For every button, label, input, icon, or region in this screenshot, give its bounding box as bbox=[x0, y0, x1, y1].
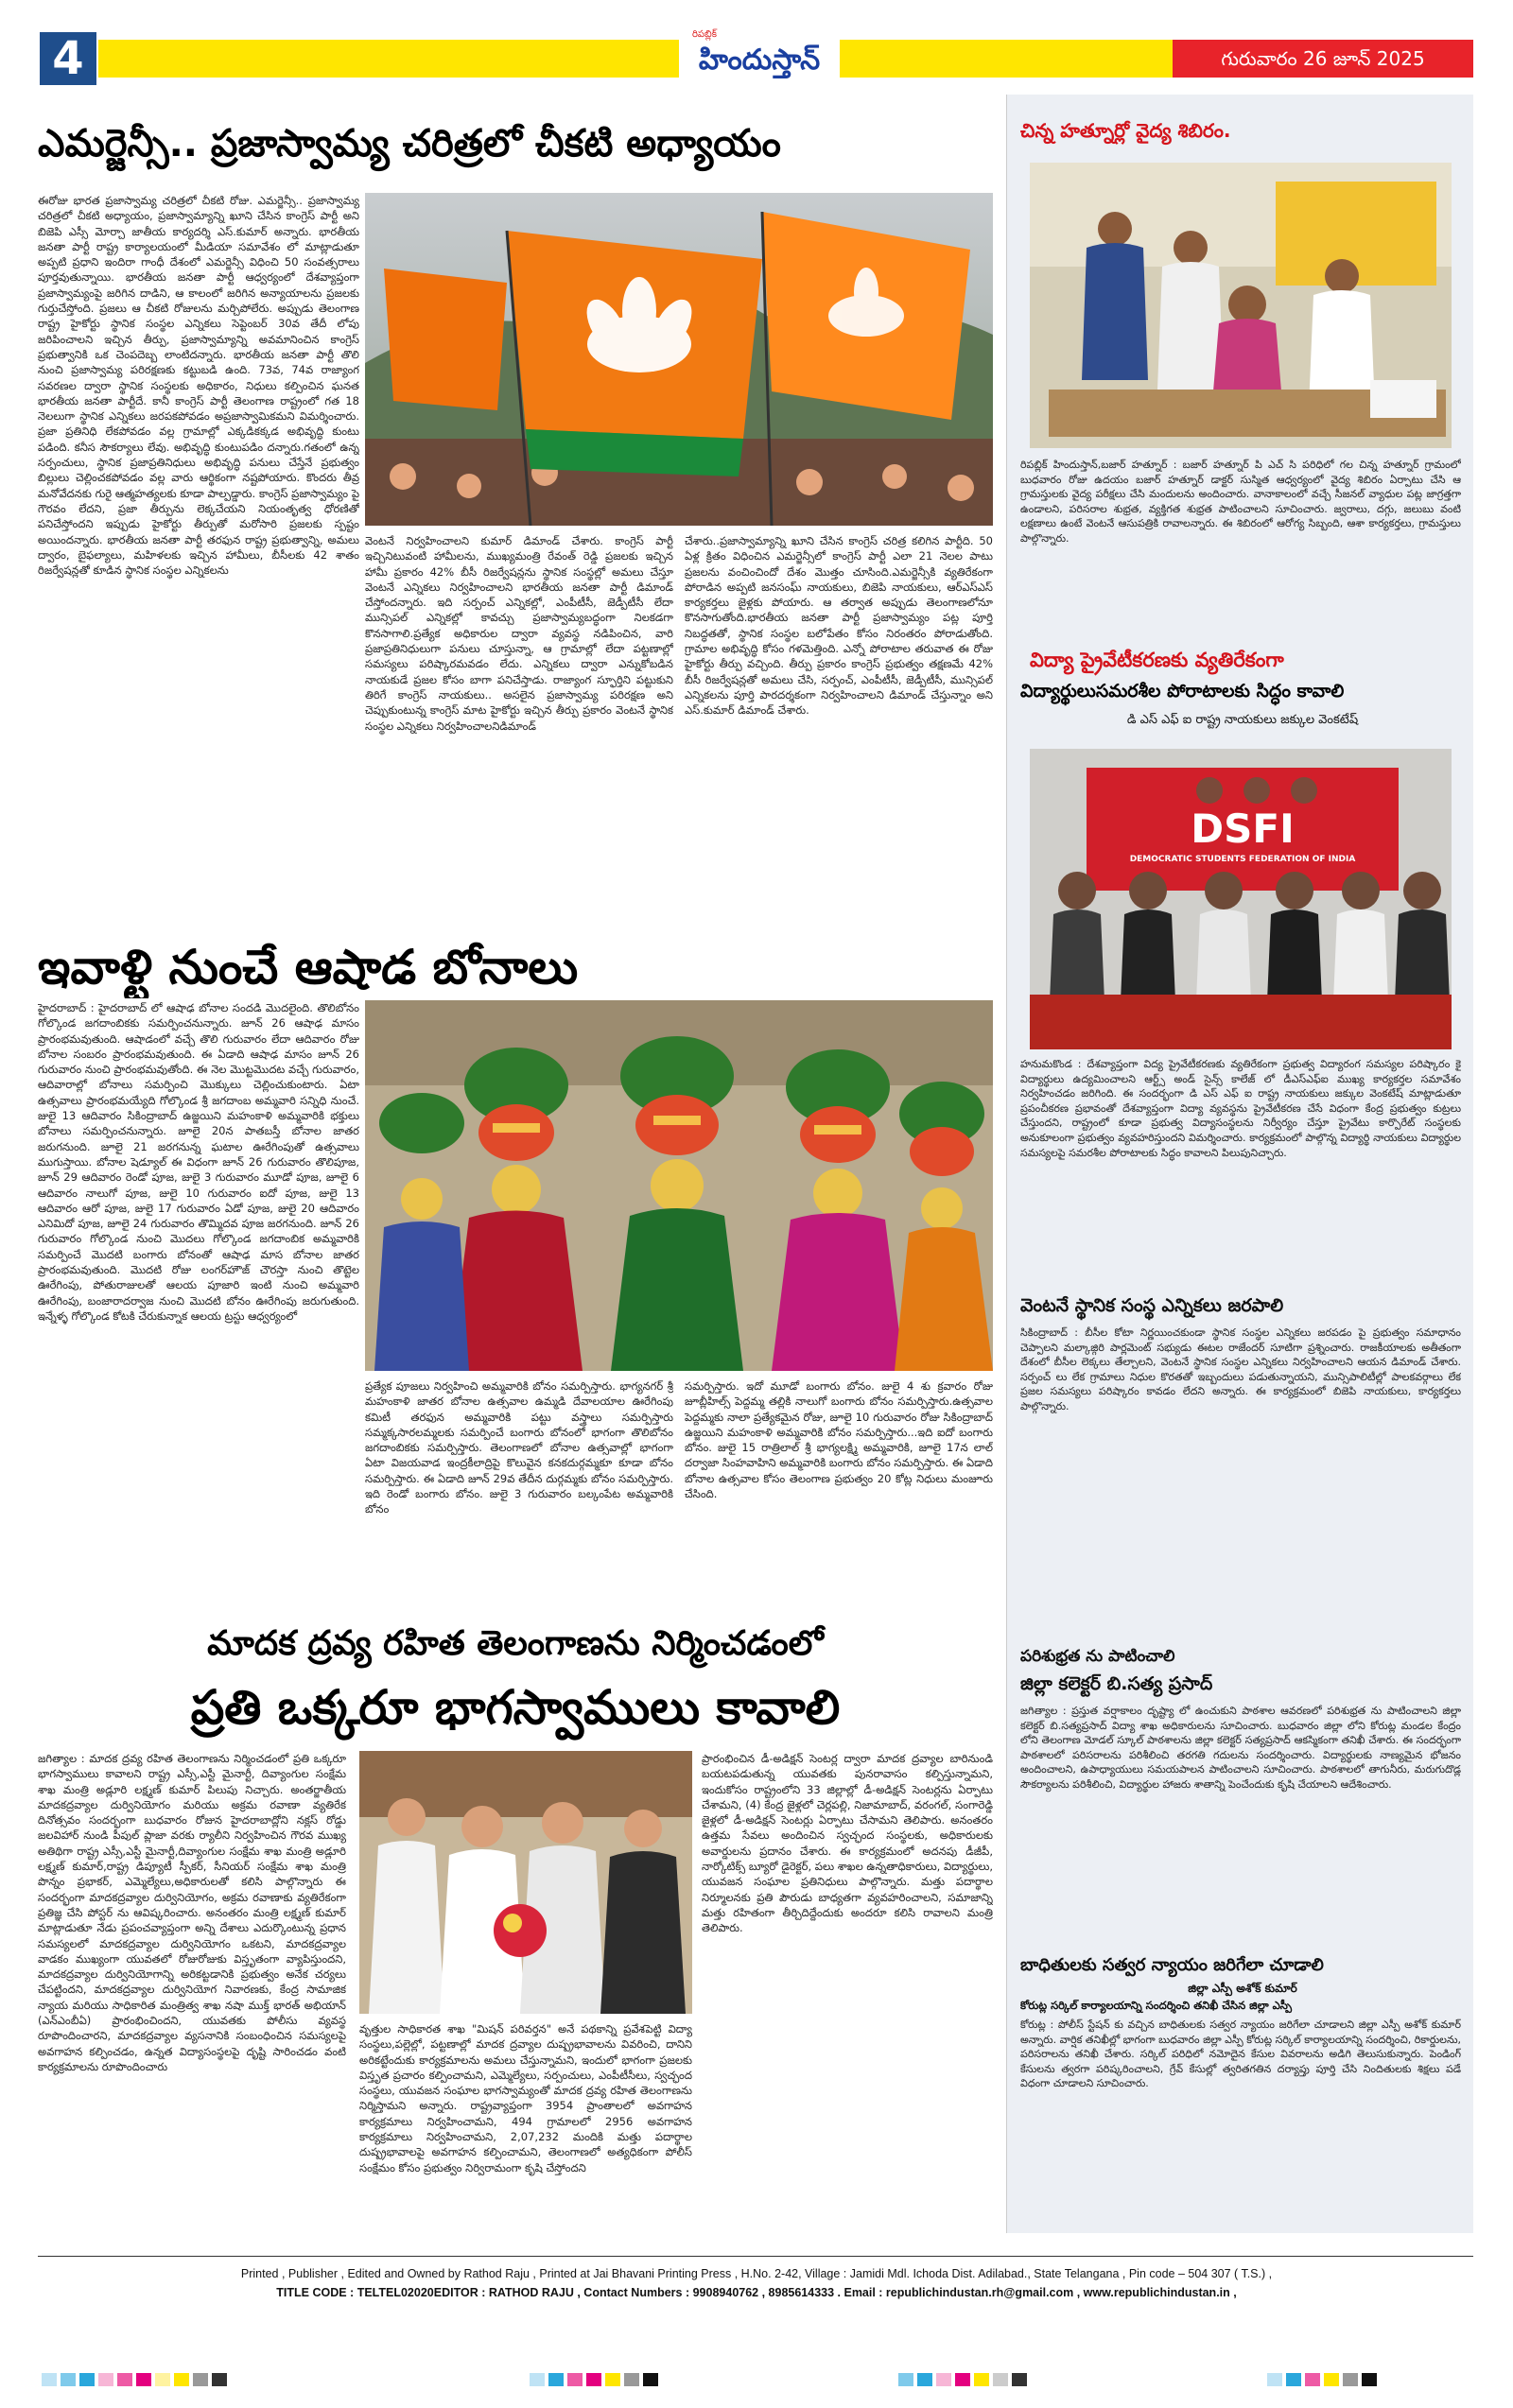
sidebar-article5-subhead: జిల్లా ఎస్పీ అశోక్ కుమార్ bbox=[1188, 1982, 1297, 1995]
sidebar-article2-headline-line2: విద్యార్థులుసమరశీల పోరాటాలకు సిద్ధం కావాలి bbox=[1020, 681, 1345, 702]
imprint-line-1: Printed , Publisher , Edited and Owned by Rathod Raju , Printed at Jai Bhavani Printing Press , H.No. 2-42, Village : Jamidi Mdl. Ichoda Dist. Adilabad., State Telangana , Pin code – 504 307 ( T.S.) , bbox=[240, 2267, 1273, 2280]
dsfi-meeting-illustration bbox=[1030, 749, 1452, 1049]
sidebar-article4-headline: పరిశుభ్రత ను పాటించాలి bbox=[1020, 1647, 1175, 1666]
story1-headline: ఎమర్జెన్సీ.. ప్రజాస్వామ్య చరిత్రలో చీకటి అధ్యాయం bbox=[38, 122, 781, 165]
dsfi-meeting-photo bbox=[1030, 749, 1452, 1049]
sidebar-article1-headline: చిన్న హత్నూర్లో వైద్య శిబిరం. bbox=[1020, 119, 1231, 142]
sidebar-article2-subhead: డి ఎస్ ఎఫ్ ఐ రాష్ట్ర నాయకులు జక్కుల వెంకటేష్ bbox=[1126, 713, 1359, 727]
dsfi-banner-subtext: DEMOCRATIC STUDENTS FEDERATION OF INDIA bbox=[1129, 855, 1356, 864]
masthead bbox=[0, 0, 1513, 90]
sidebar-article4-text: జగిత్యాల : ప్రస్తుత వర్షాకాలం దృష్ట్యా లో ఉంచుకుని పాఠశాల ఆవరణలో పరిశుభ్రత ను పాటించాలని జిల్లా కలెక్టర్ బి.సత్యప్రసాద్ విద్యా శాఖ అధికారులను సూచించారు. బుధవారం జిల్లా లోని కోరుట్ల మండల కేంద్రం లోని తెలంగాణ మోడల్ స్కూల్ పాఠశాలను జిల్లా కలెక్టర్ సత్యప్రసాద్ ఆకస్మికంగా తనిఖీ చేశారు. ఈ సందర్భంగా పాఠశాలలో పరిసరాలను పరిశీలించి తరగతి గదులను సందర్శించారు. విద్యార్థులకు నాణ్యమైన భోజనం అందించాలని, ఉపాధ్యాయులు సమయపాలన పాటించాలని సూచించారు. పాఠశాలలో తాగునీరు, మరుగుదొడ్ల సౌకర్యాలను పరిశీలించి, విద్యార్థుల హాజరు శాతాన్ని పెంచేందుకు కృషి చేయాలని ఆదేశించారు. bbox=[1020, 1705, 1461, 1791]
story1-column-3: చేశారు..ప్రజాస్వామ్యాన్ని ఖూని చేసిన కాంగ్రెస్ చరిత్ర కలిగిన పార్టీది. 50 ఏళ్ల క్రితం విధించిన ఎమర్జెన్సీలో కాంగ్రెస్ పార్టీ ఎలా 21 నెలల పాటు ప్రజలను వంచించిందో దేశం మొత్తం చూసింది.ఎమర్జెన్సీకి వ్యతిరేకంగా పోరాడిన అప్పటి జనసంఘ్ నాయకులు, బిజెపి నాయకులు, ఆర్ఎస్ఎస్ కార్యకర్తలు జైళ్లకు పోయారు. ఆ తర్వాత అప్పుడు తెలంగాణలోనూ కొనసాగుతోంది.భారతీయ జనతా పార్టీ ప్రజాస్వామ్యం పట్ల పూర్తి నిబద్ధతతో, స్థానిక సంస్థల బలోపేతం కోసం నిరంతరం పోరాడుతోంది. గ్రామాల అభివృద్ధి కోసం గళమెత్తింది. ఎన్నో పోరాటాల తరువాత ఈ రోజు హైకోర్టు తీర్పు వచ్చింది. తీర్పు ప్రకారం కాంగ్రెస్ ప్రభుత్వం తక్షణమే 42% బీసీ రిజర్వేషన్లతో అమలు చేసి, సర్పంచ్, ఎంపీటీసీ, జెడ్పీటీసీ, మున్సిపల్ ఎన్నికలను పూర్తి పారదర్శకంగా నిర్వహించాలని డిమాండ్ చేస్తున్నాం అని ఎస్.కుమార్ డిమాండ్ చేశారు. bbox=[685, 534, 993, 718]
sidebar-article1-text: రిపబ్లిక్ హిందుస్తాన్,బజార్ హత్నూర్ : బజార్ హత్నూర్ పి ఎచ్ సి పరిధిలో గల చిన్న హత్నూర్ గ్రామంలో బుధవారం రోజు ఉదయం బజార్ హత్నూర్ డాక్టర్ సుస్మిత ఆధ్వర్యంలో వైద్య శిబిరం ఏర్పాటు చేసి ఆ గ్రామస్తులకు వైద్య పరీక్షలు చేసి మందులను అందించారు. వానాకాలంలో వచ్చే సీజనల్ వ్యాధుల పట్ల జాగ్రత్తగా ఉండాలని, పరిసరాల శుభ్రత, వ్యక్తిగత శుభ్రత పాటించాలని సూచించారు. జ్వరాలు, దగ్గు, జలుబు వంటి లక్షణాలు ఉంటే వెంటనే ఆసుపత్రికి రావాలన్నారు. ఈ శిబిరంలో ఆరోగ్య సిబ్బంది, ఆశా కార్యకర్తలు, గ్రామస్తులు పాల్గొన్నారు. bbox=[1020, 459, 1461, 545]
masthead-band bbox=[98, 40, 1173, 78]
bonalu-illustration bbox=[365, 1000, 993, 1371]
dsfi-banner-text: DSFI bbox=[1191, 806, 1295, 852]
story2-headline: ఇవాళ్టి నుంచే ఆషాడ బోనాలు bbox=[38, 940, 579, 995]
issue-date: గురువారం 26 జూన్ 2025 bbox=[1173, 40, 1473, 78]
print-color-bar-right bbox=[1267, 2373, 1377, 2386]
page-number: 4 bbox=[40, 32, 96, 85]
sidebar-article3-headline: వెంటనే స్థానిక సంస్థ ఎన్నికలు జరపాలి bbox=[1020, 1295, 1284, 1316]
newspaper-logo bbox=[679, 28, 840, 85]
sidebar-article4-subhead: జిల్లా కలెక్టర్ బి.సత్య ప్రసాద్ bbox=[1020, 1673, 1213, 1694]
story3-column-3: ప్రారంభించిన డీ-అడిక్షన్ సెంటర్ల ద్వారా మాదక ద్రవ్యాల బారినుండి బయటపడుతున్న యువతకు పునరావాసం కల్పిస్తున్నామని, ఇందుకోసం రాష్ట్రంలోని 33 జిల్లాల్లో డీ-అడిక్షన్ సెంటర్లను ఏర్పాటు చేశామని, (4) కేంద్ర జైళ్లలో చెర్లపల్లి, నిజామాబాద్, వరంగల్, సంగారెడ్డి జైళ్లలో డీ-అడిక్షన్ సెంటర్లు ఏర్పాటు చేసామని తెలిపారు. అనంతరం ఉత్తమ సేవలు అందించిన స్వచ్ఛంద సంస్థలకు, అధికారులకు అవార్డులను ప్రదానం చేశారు. ఈ కార్యక్రమంలో అదనపు డీజీపీ, నార్కోటిక్స్ బ్యూరో డైరెక్టర్, పలు శాఖల ఉన్నతాధికారులు, విద్యార్థులు, యువజన సంఘాల ప్రతినిధులు పాల్గొన్నారు. మత్తు పదార్థాల నిర్మూలనకు ప్రతి పౌరుడు బాధ్యతగా వ్యవహరించాలని, సమాజాన్ని మత్తు రహితంగా తీర్చిదిద్దేందుకు అందరూ కలిసి రావాలని మంత్రి తెలిపారు. bbox=[702, 1752, 993, 1935]
print-color-bar-center bbox=[530, 2373, 658, 2386]
story1-column-1: ఈరోజు భారత ప్రజాస్వామ్య చరిత్రలో చీకటి రోజు. ఎమర్జెన్సీ.. ప్రజాస్వామ్య చరిత్రలో చీకటి అధ్యాయం, ప్రజాస్వామ్యాన్ని ఖూని చేసిన కాంగ్రెస్ పార్టీ అని బిజెపి ఎస్సీ మోర్చా జాతీయ కార్యదర్శి ఎస్.కుమార్ అన్నారు. భారతీయ జనతా పార్టీ రాష్ట్ర కార్యాలయంలో మీడియా సమావేశం లో మాట్లాడుతూ అప్పటి ప్రధాని ఇందిరా గాంధీ దేశంలో ఎమర్జెన్సీ విధించి 50 సంవత్సరాలు పూర్తవుతున్నాయి. భారతీయ జనతా పార్టీ ఆధ్వర్యంలో దేశవ్యాప్తంగా ప్రజాస్వామ్యంపై జరిగిన దాడిని, ఆ కాలంలో జరిగిన అన్యాయాలను ప్రజలకు గుర్తుచేస్తోంది. ప్రజలు ఆ చీకటి రోజులను మర్చిపోలేరు. అప్పుడు తెలంగాణ రాష్ట్ర హైకోర్టు స్థానిక సంస్థల ఎన్నికలు సెప్టెంబర్ 30వ తేదీ లోపు జరిపించాలని ఇచ్చిన తీర్పు, ప్రజాస్వామ్యాన్ని అవమానించిన కాంగ్రెస్ ప్రభుత్వానికి ఒక చెంపదెబ్బ లాంటిదన్నారు. భారతీయ జనతా పార్టీ తొలి నుంచి ప్రజాస్వామ్య పరిరక్షణకు కట్టుబడి ఉంది. 73వ, 74వ రాజ్యాంగ సవరణల ద్వారా స్థానిక సంస్థలకు అధికారం, నిధులు కల్పించిన ఘనత భారతీయ జనతా పార్టీదే. కానీ కాంగ్రెస్ పార్టీ తెలంగాణ రాష్ట్రంలో గత 18 నెలలుగా స్థానిక ఎన్నికలు జరపకపోవడం అప్రజాస్వామికమని విమర్శించారు. ప్రజా ప్రతినిధి లేకపోవడం వల్ల గ్రామాల్లో ఎక్కడికక్కడ అభివృద్ధి కుంటు పడింది. కనీస సౌకర్యాలు లేవు. అభివృద్ధి కుంటుపడిం దన్నారు.గతంలో ఉన్న సర్పంచులు, స్థానిక ప్రజాప్రతినిధులు అభివృద్ధి పనులు చేస్తేనే ప్రభుత్వం బిల్లులు చెల్లించకపోవడం వల్ల వారు ఆర్థికంగా నష్టపోయారు. కొందరు తీవ్ర మనోవేదనకు గురై ఆత్మహత్యలకు కూడా పాల్పడ్డారు. కాంగ్రెస్ ప్రజాస్వామ్యం పై గౌరవం లేదని, ప్రజా తీర్పును లెక్కచేయని నియంతృత్వ ధోరణితో పనిచేస్తోందని ఇప్పుడు హైకోర్టు తీర్పుతో మరోసారి ప్రజలకు స్పష్టం అయిందన్నారు. భారతీయ జనతా పార్టీ తరఫున రాష్ట్ర ప్రభుత్వాన్ని, అమలు ద్వారం, బైఫల్యాలు, మహిళలకు ఇచ్చిన హామీలు, బీసీలకు 42 శాతం రిజర్వేషన్లతో కూడిన స్థానిక సంస్థల ఎన్నికలను bbox=[38, 194, 359, 578]
sidebar-panel bbox=[1006, 95, 1473, 2233]
sidebar-article2-text: హనుమకొండ : దేశవ్యాప్తంగా విద్య ప్రైవేటీకరణకు వ్యతిరేకంగా ప్రభుత్వ విద్యారంగ సమస్యల పరిష్కారం కై విద్యార్థులు ఉద్యమించాలని ఆర్ట్స్ అండ్ సైన్స్ కాలేజ్ లో డీఎస్ఎఫ్ఐ ముఖ్య కార్యకర్తల సమావేశం నిర్వహించడం జరిగింది. ఈ సందర్భంగా డి ఎస్ ఎఫ్ ఐ రాష్ట్ర నాయకులు జక్కుల వెంకటేష్ మాట్లాడుతూ ప్రపంచీకరణ ప్రభావంతో దేశవ్యాప్తంగా విద్యా వ్యవస్థను ప్రైవేటీకరణ చేసే విధంగా కేంద్ర ప్రభుత్వం కుట్రలు చేస్తుందని, రాష్ట్రంలో కూడా ప్రభుత్వ విద్యాసంస్థలను నిర్వీర్యం చేస్తూ ప్రైవేటు కార్పొరేట్ సంస్థలకు అనుకూలంగా ప్రభుత్వం వ్యవహరిస్తుందని విమర్శించారు. కార్యక్రమంలో పాల్గొన్న విద్యార్థి నాయకులు విద్యార్థుల సమస్యలపై సమరశీల పోరాటాలకు సిద్ధం కావాలని పిలుపునిచ్చారు. bbox=[1020, 1058, 1461, 1159]
story3-column-1: జగిత్యాల : మాదక ద్రవ్య రహిత తెలంగాణను నిర్మించడంలో ప్రతి ఒక్కరూ భాగస్వాములు కావాలని రాష్ట్ర ఎస్సీ,ఎస్టీ మైనార్టీ, దివ్యాంగుల సంక్షేమ శాఖ మంత్రి అడ్లూరి లక్ష్మణ్ కుమార్ పిలుపు నిచ్చారు. అంతర్జాతీయ మాదకద్రవ్యాల దుర్వినియోగం మరియు అక్రమ రవాణా వ్యతిరేక దినోత్సవం సందర్భంగా బుధవారం రోజున హైదరాబాద్లోని నక్లస్ రోడ్డు జలవిహార్ నుండి పీపుల్ ప్లాజా వరకు ర్యాలీని నిర్వహించిన గౌరవ ముఖ్య అతిథిగా రాష్ట్ర ఎస్సీ,ఎస్టీ మైనార్టీ,దివ్యాంగుల సంక్షేమ శాఖ మంత్రి అడ్లూరి లక్ష్మణ్ కుమార్,రాష్ట్ర డిప్యూటీ స్పీకర్, సీనియర్ సంక్షేమ శాఖ మంత్రి పొన్నం ప్రభాకర్, ఎమ్మెల్యేలు,అధికారులతో కలిసి పాల్గొన్నారు ఈ సందర్భంగా మాదకద్రవ్యాల దుర్వినియోగం, అక్రమ రవాణాకు వ్యతిరేకంగా ప్రతిజ్ఞ చేసి పోస్టర్ ను ఆవిష్కరించారు. అనంతరం మంత్రి లక్ష్మణ్ కుమార్ మాట్లాడుతూ నేడు ప్రపంచవ్యాప్తంగా అన్ని దేశాలు ఎదుర్కొంటున్న ప్రధాన సమస్యలలో మాదకద్రవ్యాల దుర్వినియోగం ఒకటని, మాదకద్రవ్యాల వాడకం ముఖ్యంగా యువతలో రోజురోజుకు విస్తృతంగా వ్యాపిస్తుందని, మాదకద్రవ్యాల దుర్వినియోగాన్ని అరికట్టడానికి ప్రభుత్వం అనేక చర్యలు చేపట్టిందని, మాదకద్రవ్యాల దుర్వినియోగ నివారణకు, కేంద్ర సామాజిక న్యాయ మరియు సాధికారిత మంత్రిత్వ శాఖ నషా ముక్త్ భారత్ అభియాన్ (ఎన్ఎంబీఏ) ప్రారంభించిందని, యువతకు పోలీసు వ్యవస్థ రూపొందించారని, మాదకద్రవ్యాల వ్యసనానికి సంబంధించిన సమస్యలపై అవగాహన కల్పించడం, ఉన్నత విద్యాసంస్థలపై దృష్టి సారించడం వంటి కార్యక్రమాలను రూపొందించారు bbox=[38, 1752, 346, 2073]
logo-subtitle: రిపబ్లిక్ bbox=[692, 29, 717, 40]
imprint-footer bbox=[38, 2264, 1475, 2302]
story3-headline-line1: మాదక ద్రవ్య రహిత తెలంగాణను నిర్మించడంలో bbox=[207, 1624, 824, 1663]
minister-event-photo bbox=[359, 1751, 692, 2014]
sidebar-article5-headline: బాధితులకు సత్వర న్యాయం జరిగేలా చూడాలి bbox=[1020, 1955, 1324, 1975]
print-color-bar-mid bbox=[898, 2373, 1027, 2386]
bjp-flags-photo bbox=[365, 193, 993, 526]
imprint-line-2: TITLE CODE : TELTEL02020EDITOR : RATHOD RAJU , Contact Numbers : 9908940762 , 8985614333 . Email : republichindustan.rh@gmail.com , www.republichindustan.in , bbox=[276, 2286, 1237, 2299]
logo-title: హిందుస్తాన్ bbox=[698, 43, 821, 77]
sidebar-article5-subhead2: కోరుట్ల సర్కిల్ కార్యాలయాన్ని సందర్శించి తనిఖీ చేసిన జిల్లా ఎస్పీ bbox=[1020, 1999, 1293, 2012]
story2-column-1: హైదరాబాద్ : హైదరాబాద్ లో ఆషాఢ బోనాల సందడి మొదలైంది. తొలిబోనం గోల్కొండ జగదాంబికకు సమర్పించనున్నారు. జూన్ 26 ఆషాఢ మాసం ప్రారంభమవుతుంది. ఆషాడంలో వచ్చే తొలి గురువారం లేదా ఆదివారం రోజు బోనాల సంబరం ప్రారంభమవుతుంది. ఈ ఏడాది ఆషాఢ మాసం జూన్ 26 గురువారం నుంచి ప్రారంభమవుతోంది. ఈ నెల మొట్టమొదట వచ్చే గురువారం, ఆదివారాల్లో బోనాలు సమర్పించి మొక్కులు చెల్లించుకుంటారు. ఏటా ఉత్సవాలు ప్రారంభమయ్యేది గోల్కొండ శ్రీ జగదాంబ అమ్మవారి సన్నిధి నుంచే. జులై 13 ఆదివారం సికింద్రాబాద్ ఉజ్జయిని మహంకాళి అమ్మవారికి భక్తులు బోనాలు సమర్పించనున్నారు. జూలై 20న పాతబస్తీ బోనాల జాతర జరుగనుంది. జూలై 21 జరగనున్న ఘటాల ఊరేగింపుతో ఉత్సవాలు ముగుస్తాయి. బోనాల షెడ్యూల్ ఈ విధంగా జూన్ 26 గురువారం తొలిపూజ, జూన్ 29 ఆదివారం రెండో పూజ, జులై 3 గురువారం మూడో పూజ, జూలై 6 ఆదివారం నాలుగో పూజ, జులై 10 గురువారం ఐదో పూజ, జులై 13 ఆదివారం ఆరో పూజ, జులై 17 గురువారం ఏడో పూజ, జులై 20 ఆదివారం ఎనిమిదో పూజ, జూలై 24 గురువారం తొమ్మిదవ పూజ జరగనుంది. జూన్ 26 గురువారం గోల్కొండ నుంచి మొదలు గోల్కొండ జగదాంబిక అమ్మవారికి సమర్పించే మొదటి బంగారు బోనంతో ఆషాఢ మాస బోనాల జాతర ప్రారంభమవుతుంది. మొదటి రోజు లంగర్‌హౌజ్ చౌరస్తా నుంచి తొట్టెల ఊరేగింపు, పోతురాజులతో ఆలయ పూజారి ఇంటి నుంచి అమ్మవారి ఊరేగింపు, బంజారాదర్వాజ నుంచి మొదటి బోనం ఊరేగింపు జరుగుతుంది. ఇన్నేళ్ళ గోల్కొండ కోటకి చేరుకున్నాక ఆలయ ట్రస్టు ఆధ్వర్యంలో bbox=[38, 1001, 359, 1323]
minister-event-illustration bbox=[359, 1751, 692, 2014]
story3-headline-line2: ప్రతి ఒక్కరూ భాగస్వాములు కావాలి bbox=[190, 1680, 841, 1735]
medical-camp-photo bbox=[1030, 163, 1452, 448]
story2-column-2: ప్రత్యేక పూజలు నిర్వహించి అమ్మవారికి బోనం సమర్పిస్తారు. భాగ్యనగర్ శ్రీ మహంకాళి జాతర బోనాల ఉత్సవాల ఉమ్మడి దేవాలయాల ఊరేగింపు కమిటీ తరఫున అమ్మవారికి పట్టు వస్త్రాలు సమర్పిస్తారు సమ్మక్కసారలమ్మలకు సమర్పించే బంగారు బోనంలో భాగంగా తొలిబోనం జగదాంబికకు సమర్పిస్తారు. తెలంగాణలో బోనాల ఉత్సవాల్లో భాగంగా ఏటా విజయవాడ ఇంద్రకీలాద్రిపై కొలువైన కనకదుర్గమ్మకూ కూడా బోనం సమర్పిస్తారు. ఈ ఏడాది జూన్ 29వ తేదీన దుర్గమ్మకు బోనం సమర్పిస్తారు. ఇది రెండో బంగారు బోనం. జులై 3 గురువారం బల్కంపేట అమ్మవారికి బోనం bbox=[365, 1379, 673, 1516]
footer-rule bbox=[38, 2256, 1473, 2257]
sidebar-article5-text: కోరుట్ల : పోలీస్ స్టేషన్ కు వచ్చిన బాధితులకు సత్వర న్యాయం జరిగేలా చూడాలని జిల్లా ఎస్పీ అశోక్ కుమార్ అన్నారు. వార్షిక తనిఖీల్లో భాగంగా బుధవారం జిల్లా ఎస్పీ కోరుట్ల సర్కిల్ కార్యాలయాన్ని సందర్శించి, రికార్డులను, పరిసరాలను తనిఖీ చేశారు. సర్కిల్ పరిధిలో నమోదైన కేసుల వివరాలను అడిగి తెలుసుకున్నారు. పెండింగ్ కేసులను త్వరగా పరిష్కరించాలని, గ్రేవ్ కేసుల్లో త్వరితగతిన దర్యాప్తు పూర్తి చేసి నిందితులకు శిక్షలు పడే విధంగా చూడాలని సూచించారు. bbox=[1020, 2018, 1461, 2090]
bjp-flags-illustration bbox=[365, 193, 993, 526]
story1-column-2: వెంటనే నిర్వహించాలని కుమార్ డిమాండ్ చేశారు. కాంగ్రెస్ పార్టీ ఇచ్చినిటువంటి హామీలను, ముఖ్యమంత్రి రేవంత్ రెడ్డి ప్రజలకు ఇచ్చిన హామీ ప్రకారం 42% బీసీ రిజర్వేషన్లను స్థానిక సంస్థల్లో అమలు చేస్తూ వెంటనే ఎన్నికలు నిర్వహించాలని భారతీయ జనతా పార్టీ డిమాండ్ చేస్తోందన్నారు. ఇది సర్పంచ్ ఎన్నికల్లో, ఎంపీటీసీ, జెడ్పీటీసీ లేదా మున్సిపల్ ఎన్నికల్లో కావచ్చు ప్రజాస్వామ్యబద్ధంగా నిలకడగా కొనసాగాలి.ప్రత్యేక అధికారుల ద్వారా వ్యవస్థ నడిపించిన, వారి ప్రజాప్రతినిధులుగా పనులు చూస్తున్నా, ఆ గ్రామాల్లో లేదా పట్టణాల్లో సమస్యలు పరిష్కారమవడం లేదు. ఎన్నికలు ద్వారా ఎన్నుకోబడిన నాయకుడే ప్రజల కోసం బాగా పనిచేస్తాడు. రాజ్యాంగ స్ఫూర్తిని పట్టుకుని తిరిగే కాంగ్రెస్ నాయకులు.. అసలైన ప్రజాస్వామ్య పరిరక్షణ అని చెప్పుకుంటున్న కాంగ్రెస్ మాట హైకోర్టు ఇచ్చిన తీర్పు ప్రకారం వెంటనే స్థానిక సంస్థల ఎన్నికలు నిర్వహించాలనిడిమాండ్ bbox=[365, 534, 673, 733]
story3-column-2: వృత్తుల సాధికారత శాఖ "మిషన్ పరివర్తన" అనే పథకాన్ని ప్రవేశపెట్టి విద్యా సంస్థలు,పల్లెల్లో, పట్టణాల్లో మాదక ద్రవ్యాల దుష్ప్రభావాలను వివరించి, దానిని అరికట్టేందుకు కార్యక్రమాలను అమలు చేస్తున్నామని, ఇందులో భాగంగా ప్రజలకు విస్తృత ప్రచారం కల్పించామని, ఎమ్మెల్యేలు, సర్పంచులు, ఎంపీటీసీలు, స్వచ్ఛంద సంస్థలు, యువజన సంఘాల భాగస్వామ్యంతో మాదక ద్రవ్య రహిత తెలంగాణను నిర్మిస్తామని అన్నారు. రాష్ట్రవ్యాప్తంగా 3954 ప్రాంతాలలో అవగాహన కార్యక్రమాలు నిర్వహించామని, 494 గ్రామాలలో 2956 అవగాహన కార్యక్రమాలు నిర్వహించామని, 2,07,232 మందికి మత్తు పదార్థాల దుష్ప్రభావాలపై అవగాహన కల్పించామని, తెలంగాణలో అత్యధికంగా పోలీస్ సంక్షేమం కోసం ప్రభుత్వం నిర్విరామంగా కృషి చేస్తోందని bbox=[359, 2022, 692, 2174]
medical-camp-illustration bbox=[1030, 163, 1452, 448]
bonalu-festival-photo bbox=[365, 1000, 993, 1371]
sidebar-article2-headline-line1: విద్యా ప్రైవేటీకరణకు వ్యతిరేకంగా bbox=[1030, 649, 1284, 671]
sidebar-article3-text: సికింద్రాబాద్ : బీసీల కోటా నిర్ణయించకుండా స్థానిక సంస్థల ఎన్నికలు జరపడం పై ప్రభుత్వం సమాధానం చెప్పాలని మల్కాజ్గిరి పార్లమెంట్ సభ్యుడు ఈటల రాజేందర్ సూటిగా ప్రశ్నించారు. రాజకీయాలకు అతీతంగా దేశంలో బీసీల లెక్కలు తేల్చాలని, వెంటనే స్థానిక సంస్థల ఎన్నికలు నిర్వహించాలని ఆయన డిమాండ్ చేశారు. సర్పంచ్ లు లేక గ్రామాలు నిధుల కొరతతో ఇబ్బందులు పడుతున్నాయని, మున్సిపాలిటీల్లో పాలకవర్గాలు లేక ప్రజల సమస్యలు పరిష్కారం కావడం లేదని అన్నారు. ఈ కార్యక్రమంలో బిజెపి నాయకులు, కార్యకర్తలు పాల్గొన్నారు. bbox=[1020, 1326, 1461, 1412]
story2-column-3: సమర్పిస్తారు. ఇదో మూడో బంగారు బోనం. జులై 4 శు క్రవారం రోజు జూబ్లీహిల్స్ పెద్దమ్మ తల్లికి నాలుగో బంగారు బోనం సమర్పిస్తారు.ఉత్సవాల పెద్దమ్మకు నాలా ప్రత్యేకమైన రోజు, జూలై 10 గురువారం రోజు సికింద్రాబాద్ ఉజ్జయిని మహంకాళి అమ్మవారికి బోనం సమర్పిస్తారు...ఇది ఐదో బంగారు బోనం. జులై 15 రాత్రిలాల్ శ్రీ భాగ్యలక్ష్మి అమ్మవారికి, జూలై 17న లాల్ దర్వాజా సింహవాహిని అమ్మవారికి బంగారు బోనం సమర్పిస్తారు. ఈ ఏడాది బోనాల ఉత్సవాల కోసం తెలంగాణ ప్రభుత్వం 20 కోట్ల నిధులు మంజూరు చేసింది. bbox=[685, 1379, 993, 1501]
print-color-bar-left bbox=[42, 2373, 227, 2386]
